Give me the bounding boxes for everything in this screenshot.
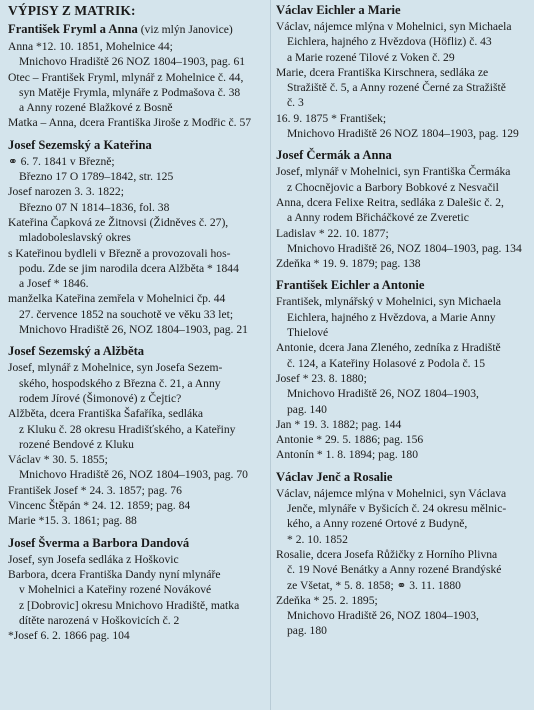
record-entry: [276, 593, 530, 639]
record-entry: [8, 154, 266, 185]
text-line: Jenče, mlynáře v Byšicích č. 24 okresu mělnic-: [287, 502, 507, 516]
text-line: Matka – Anna, dcera Františka Jiroše z Modřic č. 57: [8, 116, 252, 130]
record-entry: [276, 19, 530, 65]
section-title: František Eichler a Antonie: [276, 278, 425, 293]
section-title: František Fryml a Anna (viz mlýn Janovice): [8, 22, 233, 36]
text-line: ⚭ 6. 7. 1841 v Březně;: [8, 154, 115, 168]
text-line: *Josef 6. 2. 1866 pag. 104: [8, 629, 130, 643]
record-entry: [8, 184, 266, 215]
record-entry: [8, 483, 266, 498]
text-line: František Josef * 24. 3. 1857; pag. 76: [8, 483, 182, 497]
text-line: Václav, nájemce mlýna v Mohelnici, syn Michaela: [276, 20, 512, 33]
text-line: Zdeňka * 19. 9. 1879; pag. 138: [276, 257, 421, 271]
text-line: Mnichovo Hradiště 26, NOZ 1804–1903,: [287, 387, 479, 401]
text-line: z [Dobrovic] okresu Mnichovo Hradiště, matka: [19, 598, 240, 612]
text-line: Jan * 19. 3. 1882; pag. 144: [276, 417, 402, 431]
text-line: rodem Jírové (Šimonové) z Čejtic?: [19, 391, 182, 405]
record-entry: [276, 111, 530, 142]
text-line: č. 19 Nové Benátky a Anny rozené Brandýské: [287, 563, 502, 577]
text-line: č. 124, a Kateřiny Holasové z Podola č. 15: [287, 356, 486, 370]
record-entry: [276, 417, 530, 432]
column-divider: [270, 0, 271, 710]
record-entry: [8, 291, 266, 337]
text-line: Alžběta, dcera Františka Šafaříka, sedláka: [8, 407, 204, 421]
text-line: podu. Zde se jim narodila dcera Alžběta * 1844: [19, 261, 239, 275]
record-section: [8, 21, 266, 131]
record-entry: [8, 452, 266, 483]
title-note: (viz mlýn Janovice): [137, 23, 233, 36]
text-line: 16. 9. 1875 * František;: [276, 111, 387, 125]
text-line: Eichlera, hajného z Hvězdova, a Marie Anny: [287, 310, 496, 324]
left-sections: [8, 21, 266, 643]
text-line: František, mlynářský v Mohelnici, syn Michaela: [276, 295, 502, 309]
text-line: Vincenc Štěpán * 24. 12. 1859; pag. 84: [8, 499, 191, 513]
text-line: z Chocnějovic a Barbory Bobkové z Nesvačil: [287, 180, 499, 194]
record-entry: [276, 432, 530, 447]
text-line: Marie *15. 3. 1861; pag. 88: [8, 514, 137, 528]
text-line: v Mohelnici a Kateřiny rozené Novákové: [19, 583, 212, 597]
text-line: 27. července 1852 na souchotě ve věku 33 let;: [19, 307, 234, 321]
section-title: Josef Sezemský a Alžběta: [8, 344, 145, 359]
record-entry: [8, 513, 266, 528]
record-entry: [8, 215, 266, 246]
text-line: Mnichovo Hradiště 26, NOZ 1804–1903, pag. 70: [19, 468, 248, 482]
text-line: Zdeňka * 25. 2. 1895;: [276, 593, 378, 607]
text-line: ze Všetat, * 5. 8. 1858; ⚭ 3. 11. 1880: [287, 578, 461, 592]
record-entry: [276, 256, 530, 271]
text-line: Mnichovo Hradiště 26, NOZ 1804–1903,: [287, 609, 479, 623]
section-title: Josef Čermák a Anna: [276, 148, 392, 163]
record-section: [276, 147, 530, 271]
text-line: Mnichovo Hradiště 26 NOZ 1804–1903, pag. 129: [287, 127, 519, 141]
text-line: Mnichovo Hradiště 26, NOZ 1804–1903, pag. 21: [19, 323, 248, 337]
text-line: Anna *12. 10. 1851, Mohelnice 44;: [8, 40, 173, 53]
text-line: Josef narozen 3. 3. 1822;: [8, 185, 124, 199]
text-line: syn Matěje Frymla, mlynáře z Podmašova č. 38: [19, 85, 241, 99]
text-line: č. 3: [287, 96, 304, 110]
text-line: dítěte narozená v Hoškovicích č. 2: [19, 613, 180, 627]
text-line: manželka Kateřina zemřela v Mohelnici čp. 44: [8, 292, 226, 306]
record-entry: [276, 226, 530, 257]
text-line: Rosalie, dcera Josefa Růžičky z Horního Plivna: [276, 547, 498, 561]
text-line: Eichlera, hajného z Hvězdova (Höfliz) č. 43: [287, 35, 492, 49]
record-section: [8, 137, 266, 338]
text-line: Kateřina Čapková ze Žitnovsi (Židněves č. 27),: [8, 215, 229, 229]
text-line: Antonie, dcera Jana Zleného, zedníka z Hradiště: [276, 341, 501, 355]
text-line: z Kluku č. 28 okresu Hradišťského, a Kateřiny: [19, 422, 236, 436]
text-line: a Josef * 1846.: [19, 277, 89, 291]
page-title: VÝPISY Z MATRIK:: [8, 3, 136, 18]
text-line: ského, hospodského z Března č. 21, a Anny: [19, 376, 221, 390]
text-line: Antonín * 1. 8. 1894; pag. 180: [276, 448, 419, 462]
record-entry: [8, 360, 266, 406]
text-line: Josef, mlynář z Mohelnice, syn Josefa Sezem-: [8, 361, 223, 375]
text-line: pag. 140: [287, 402, 327, 416]
record-entry: [276, 371, 530, 417]
text-line: Václav, nájemce mlýna v Mohelnici, syn Václava: [276, 486, 507, 500]
record-section: [8, 343, 266, 528]
text-line: rozené Bendové z Kluku: [19, 437, 134, 451]
text-line: mladoboleslavský okres: [19, 231, 131, 245]
record-entry: [8, 567, 266, 628]
text-line: pag. 180: [287, 624, 327, 638]
record-entry: [8, 70, 266, 116]
record-entry: [276, 547, 530, 593]
record-entry: [276, 65, 530, 111]
record-entry: [276, 447, 530, 462]
text-line: Anna, dcera Felixe Reitra, sedláka z Dalešic č. 2,: [276, 195, 504, 209]
record-section: [276, 277, 530, 462]
text-line: Barbora, dcera Františka Dandy nyní mlynáře: [8, 567, 221, 581]
text-line: Březno 17 O 1789–1842, str. 125: [19, 170, 174, 184]
right-column: [276, 2, 530, 645]
section-title: Václav Jenč a Rosalie: [276, 469, 393, 484]
text-line: a Anny rodem Břicháčkové ze Zveretic: [287, 211, 469, 225]
record-entry: [8, 115, 266, 130]
record-entry: [8, 39, 266, 70]
text-line: Josef, syn Josefa sedláka z Hoškovic: [8, 552, 179, 566]
text-line: Antonie * 29. 5. 1886; pag. 156: [276, 433, 424, 447]
text-line: Marie, dcera Františka Kirschnera, sedláka ze: [276, 65, 489, 79]
record-entry: [8, 406, 266, 452]
record-entry: [8, 498, 266, 513]
record-entry: [276, 164, 530, 195]
text-line: a Anny rozené Blažkové z Bosně: [19, 101, 173, 115]
text-line: Stražiště č. 5, a Anny rozené Černé za Stražiště: [287, 81, 506, 95]
text-line: s Kateřinou bydleli v Březně a provozovali hos-: [8, 246, 231, 260]
text-line: kého, a Anny rozené Ortové z Budyně,: [287, 517, 468, 531]
text-line: Otec – František Fryml, mlynář z Mohelnice č. 44,: [8, 70, 244, 84]
text-line: Ladislav * 22. 10. 1877;: [276, 226, 389, 240]
text-line: Mnichovo Hradiště 26, NOZ 1804–1903, pag. 134: [287, 241, 522, 255]
text-line: Josef * 23. 8. 1880;: [276, 371, 367, 385]
text-line: Thielové: [287, 326, 329, 340]
text-line: Josef, mlynář v Mohelnici, syn Františka Čermáka: [276, 165, 511, 179]
text-line: Václav * 30. 5. 1855;: [8, 453, 108, 467]
right-sections: [276, 2, 530, 639]
record-section: [276, 469, 530, 639]
text-line: * 2. 10. 1852: [287, 532, 348, 546]
record-entry: [276, 294, 530, 340]
record-entry: [276, 340, 530, 371]
section-title: Václav Eichler a Marie: [276, 3, 401, 17]
text-line: Březno 07 N 1814–1836, fol. 38: [19, 200, 170, 214]
record-entry: [8, 628, 266, 643]
record-entry: [276, 195, 530, 226]
record-entry: [8, 552, 266, 567]
section-title: Josef Šverma a Barbora Dandová: [8, 535, 190, 550]
text-line: a Marie rozené Tilové z Voken č. 29: [287, 50, 455, 64]
record-section: [276, 2, 530, 141]
left-column: [8, 2, 266, 649]
section-title: Josef Sezemský a Kateřina: [8, 137, 152, 152]
record-entry: [276, 486, 530, 547]
record-entry: [8, 246, 266, 292]
record-section: [8, 535, 266, 644]
text-line: Mnichovo Hradiště 26 NOZ 1804–1903, pag. 61: [19, 55, 246, 69]
